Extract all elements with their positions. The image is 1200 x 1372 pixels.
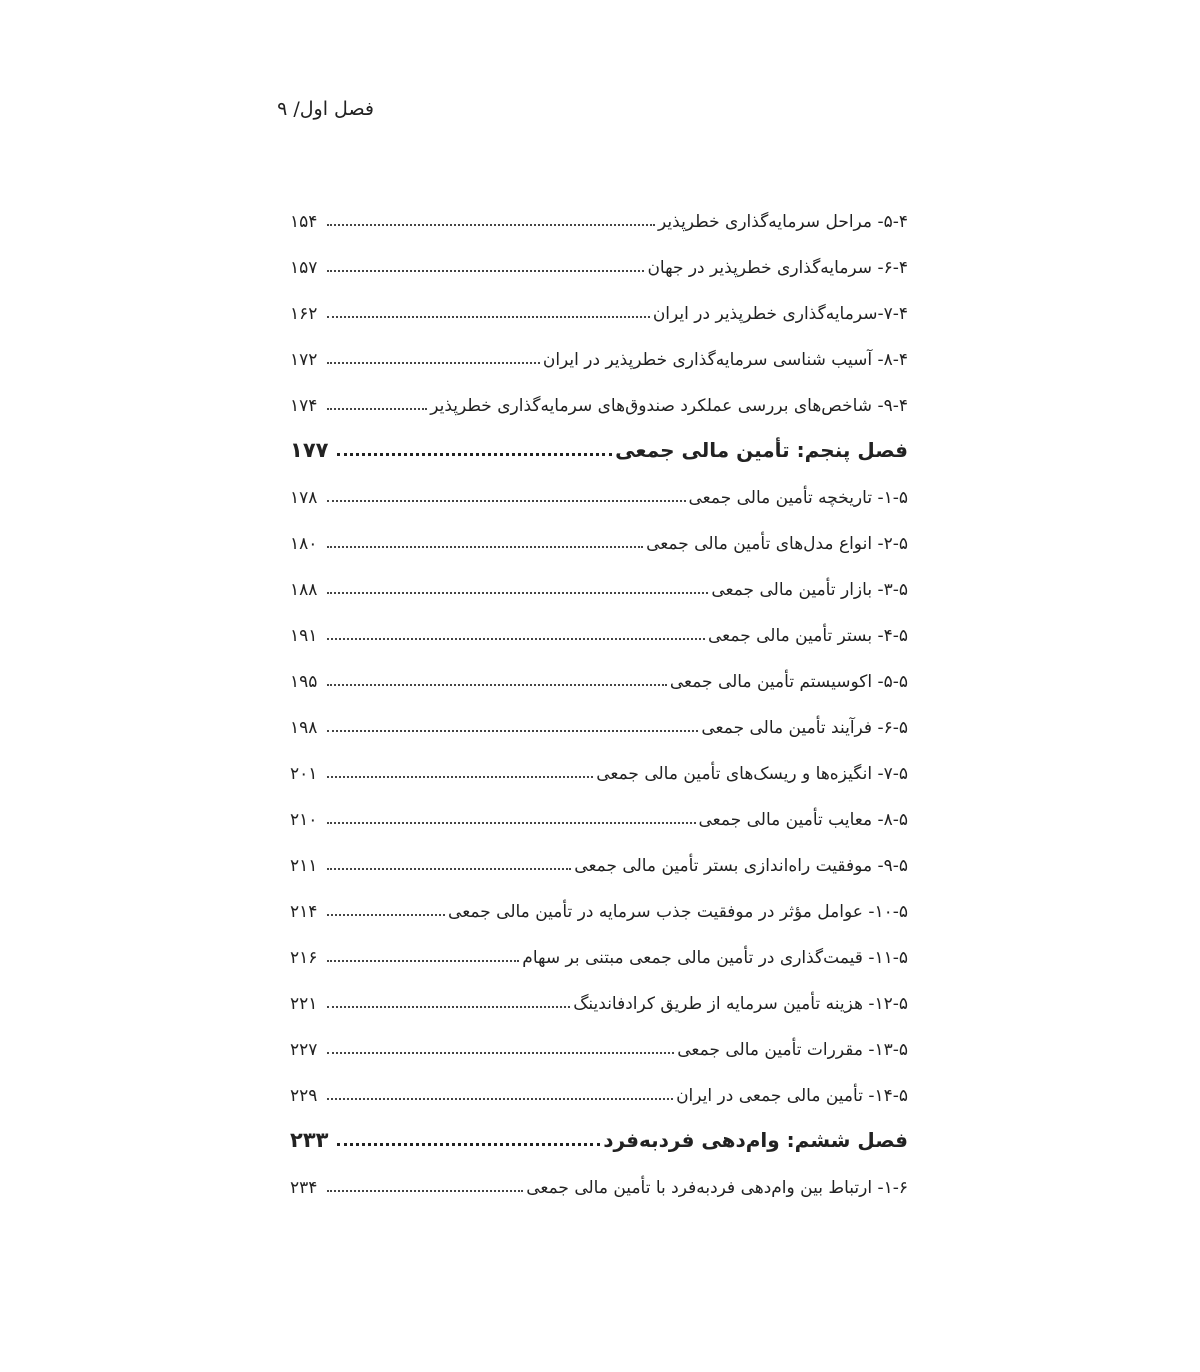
table-of-contents	[290, 190, 908, 1202]
dot-leader	[327, 408, 427, 410]
toc-entry-title: ۱-۶- ارتباط بین وام‌دهی فردبه‌فرد با تأمین مالی جمعی	[526, 1178, 908, 1198]
toc-entry-title: ۷-۵- انگیزه‌ها و ریسک‌های تأمین مالی جمعی	[596, 764, 908, 784]
toc-entry	[290, 788, 908, 834]
dot-leader	[327, 1098, 673, 1100]
toc-entry-title: ۴-۵- بستر تأمین مالی جمعی	[708, 626, 908, 646]
toc-entry-title: ۶-۵- فرآیند تأمین مالی جمعی	[701, 718, 908, 738]
dot-leader	[337, 1143, 600, 1146]
toc-entry	[290, 834, 908, 880]
dot-leader	[337, 453, 612, 456]
toc-page-number: ۱۶۲	[290, 304, 318, 324]
toc-entry-title: ۱۰-۵- عوامل مؤثر در موفقیت جذب سرمایه در تأمین مالی جمعی	[448, 902, 908, 922]
toc-page-number: ۲۱۱	[290, 856, 318, 876]
toc-page-number: ۱۹۵	[290, 672, 318, 692]
toc-entry-title: فصل پنجم: تأمین مالی جمعی	[615, 438, 908, 462]
toc-page-number: ۱۵۷	[290, 258, 318, 278]
toc-entry	[290, 558, 908, 604]
toc-entry	[290, 1156, 908, 1202]
toc-page-number: ۱۷۲	[290, 350, 318, 370]
toc-page-number: ۲۱۰	[290, 810, 318, 830]
toc-entry	[290, 282, 908, 328]
toc-entry-title: ۵-۴- مراحل سرمایه‌گذاری خطرپذیر	[658, 212, 908, 232]
toc-page-number: ۱۵۴	[290, 212, 318, 232]
toc-entry	[290, 374, 908, 420]
toc-entry	[290, 236, 908, 282]
toc-entry	[290, 190, 908, 236]
toc-entry-title: ۱۱-۵- قیمت‌گذاری در تأمین مالی جمعی مبتنی بر سهام	[522, 948, 908, 968]
toc-entry-title: ۱-۵- تاریخچه تأمین مالی جمعی	[688, 488, 908, 508]
toc-entry-title: ۸-۴- آسیب شناسی سرمایه‌گذاری خطرپذیر در ایران	[542, 350, 908, 370]
toc-entry	[290, 604, 908, 650]
toc-entry	[290, 1018, 908, 1064]
toc-page-number: ۲۱۶	[290, 948, 318, 968]
toc-page-number: ۲۳۴	[290, 1178, 318, 1198]
dot-leader	[327, 868, 571, 870]
toc-entry-title: ۳-۵- بازار تأمین مالی جمعی	[711, 580, 908, 600]
dot-leader	[327, 638, 705, 640]
toc-entry	[290, 880, 908, 926]
dot-leader	[327, 316, 650, 318]
toc-entry	[290, 512, 908, 558]
dot-leader	[327, 546, 643, 548]
toc-page-number: ۱۸۸	[290, 580, 318, 600]
toc-page-number: ۱۹۱	[290, 626, 318, 646]
dot-leader	[327, 500, 686, 502]
toc-page-number: ۱۸۰	[290, 534, 318, 554]
toc-page-number: ۲۳۳	[290, 1128, 329, 1152]
dot-leader	[327, 1190, 523, 1192]
toc-entry	[290, 650, 908, 696]
dot-leader	[327, 822, 696, 824]
toc-entry-title: ۶-۴- سرمایه‌گذاری خطرپذیر در جهان	[647, 258, 908, 278]
dot-leader	[327, 684, 667, 686]
dot-leader	[327, 270, 644, 272]
dot-leader	[327, 960, 519, 962]
toc-page-number: ۱۹۸	[290, 718, 318, 738]
dot-leader	[327, 362, 540, 364]
toc-entry-title: ۹-۵- موفقیت راه‌اندازی بستر تأمین مالی جمعی	[574, 856, 908, 876]
dot-leader	[327, 224, 655, 226]
toc-entry-title: ۱۴-۵- تأمین مالی جمعی در ایران	[676, 1086, 908, 1106]
toc-page-number: ۲۰۱	[290, 764, 318, 784]
toc-entry	[290, 972, 908, 1018]
toc-entry-title: ۹-۴- شاخص‌های بررسی عملکرد صندوق‌های سرمایه‌گذاری خطرپذیر	[430, 396, 908, 416]
toc-entry	[290, 926, 908, 972]
dot-leader	[327, 1006, 570, 1008]
dot-leader	[327, 776, 593, 778]
toc-page-number: ۱۷۴	[290, 396, 318, 416]
toc-page-number: ۲۲۷	[290, 1040, 318, 1060]
toc-entry-title: ۵-۵- اکوسیستم تأمین مالی جمعی	[669, 672, 908, 692]
toc-page-number: ۱۷۸	[290, 488, 318, 508]
toc-entry	[290, 466, 908, 512]
toc-entry	[290, 1064, 908, 1110]
dot-leader	[327, 730, 698, 732]
toc-chapter-heading	[290, 1110, 908, 1156]
toc-entry-title: ۲-۵- انواع مدل‌های تأمین مالی جمعی	[646, 534, 908, 554]
dot-leader	[327, 592, 708, 594]
toc-entry-title: ۱۳-۵- مقررات تأمین مالی جمعی	[677, 1040, 908, 1060]
toc-entry-title: ۷-۴-سرمایه‌گذاری خطرپذیر در ایران	[652, 304, 908, 324]
toc-entry-title: ۱۲-۵- هزینه تأمین سرمایه از طریق کرادفاندینگ	[573, 994, 908, 1014]
toc-entry	[290, 696, 908, 742]
dot-leader	[327, 914, 445, 916]
toc-entry	[290, 328, 908, 374]
toc-entry-title: فصل ششم: وام‌دهی فردبه‌فرد	[603, 1128, 908, 1152]
toc-page-number: ۲۱۴	[290, 902, 318, 922]
running-header: فصل اول/ ۹	[277, 98, 374, 120]
toc-chapter-heading	[290, 420, 908, 466]
toc-entry	[290, 742, 908, 788]
toc-page-number: ۲۲۹	[290, 1086, 318, 1106]
toc-page-number: ۲۲۱	[290, 994, 318, 1014]
dot-leader	[327, 1052, 674, 1054]
toc-page-number: ۱۷۷	[290, 438, 329, 462]
toc-entry-title: ۸-۵- معایب تأمین مالی جمعی	[698, 810, 908, 830]
